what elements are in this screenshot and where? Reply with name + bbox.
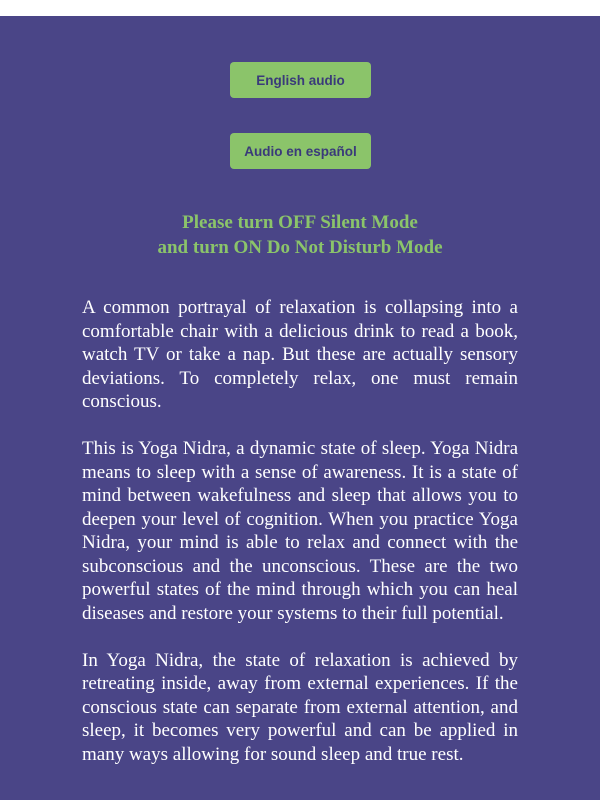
silent-mode-notice — [0, 210, 600, 260]
article-paragraph-2: This is Yoga Nidra, a dynamic state of sleep. Yoga Nidra means to sleep with a sense of awareness. It is a state of mind between wakefulness and sleep that allows you to deepen your level of cognition. When you practice Yoga Nidra, your mind is able to relax and connect with the subconscious and the unconscious. These are the two powerful states of the mind through which you can heal diseases and restore your systems to their full potential. — [82, 438, 518, 624]
notice-line-2: and turn ON Do Not Disturb Mode — [157, 237, 443, 258]
content-area[interactable] — [0, 16, 600, 800]
english-audio-button[interactable]: English audio — [230, 62, 371, 98]
spanish-audio-button[interactable]: Audio en español — [230, 133, 371, 169]
notice-line-1: Please turn OFF Silent Mode — [182, 212, 418, 233]
article-paragraph-1: A common portrayal of relaxation is collapsing into a comfortable chair with a delicious drink to read a book, watch TV or take a nap. But these are actually sensory deviations. To completely relax, one must remain conscious. — [82, 297, 518, 412]
article-body — [82, 296, 518, 790]
article-paragraph-3: In Yoga Nidra, the state of relaxation is achieved by retreating inside, away from external experiences. If the conscious state can separate from external attention, and sleep, it becomes very powerful and can be applied in many ways allowing for sound sleep and true rest. — [82, 649, 518, 765]
